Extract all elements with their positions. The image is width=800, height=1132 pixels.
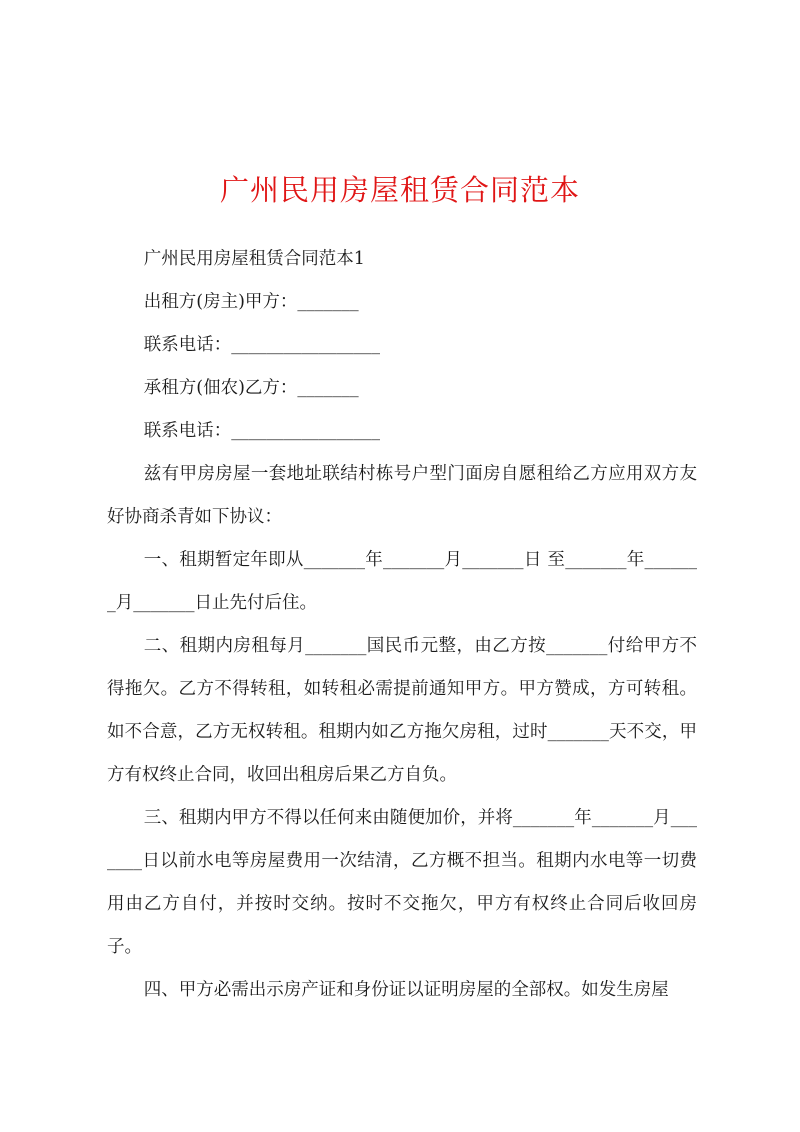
landlord-phone-field: 联系电话：_________________	[143, 335, 380, 355]
clause-1: 一、租期暂定年即从_______年_______月_______日 至_______年_______月_______日止先付后住。	[107, 550, 697, 613]
intro-paragraph: 兹有甲房房屋一套地址联结村栋号户型门面房自愿租给乙方应用双方友好协商杀青如下协议：	[107, 464, 697, 527]
clause-4: 四、甲方必需出示房产证和身份证以证明房屋的全部权。如发生房屋	[143, 980, 669, 1000]
document-subtitle: 广州民用房屋租赁合同范本1	[143, 249, 365, 269]
clause-2: 二、租期内房租每月_______国民币元整，由乙方按_______付给甲方不得拖欠。乙方不得转租，如转租必需提前通知甲方。甲方赞成，方可转租。如不合意，乙方无权转租。租期内如乙方拖欠房租，过时_______天不交，甲方有权终止合同，收回出租房后果乙方自负。	[107, 636, 697, 785]
document-body	[107, 238, 697, 1012]
tenant-phone-field: 联系电话：_________________	[143, 421, 380, 441]
document-title: 广州民用房屋租赁合同范本	[219, 173, 580, 207]
tenant-field: 承租方(佃农)乙方：_______	[143, 378, 359, 398]
clause-3: 三、租期内甲方不得以任何来由随便加价，并将_______年_______月_______日以前水电等房屋费用一次结清，乙方概不担当。租期内水电等一切费用由乙方自付，并按时交纳。按时不交拖欠，甲方有权终止合同后收回房子。	[107, 808, 697, 957]
landlord-field: 出租方(房主)甲方：_______	[143, 292, 359, 312]
